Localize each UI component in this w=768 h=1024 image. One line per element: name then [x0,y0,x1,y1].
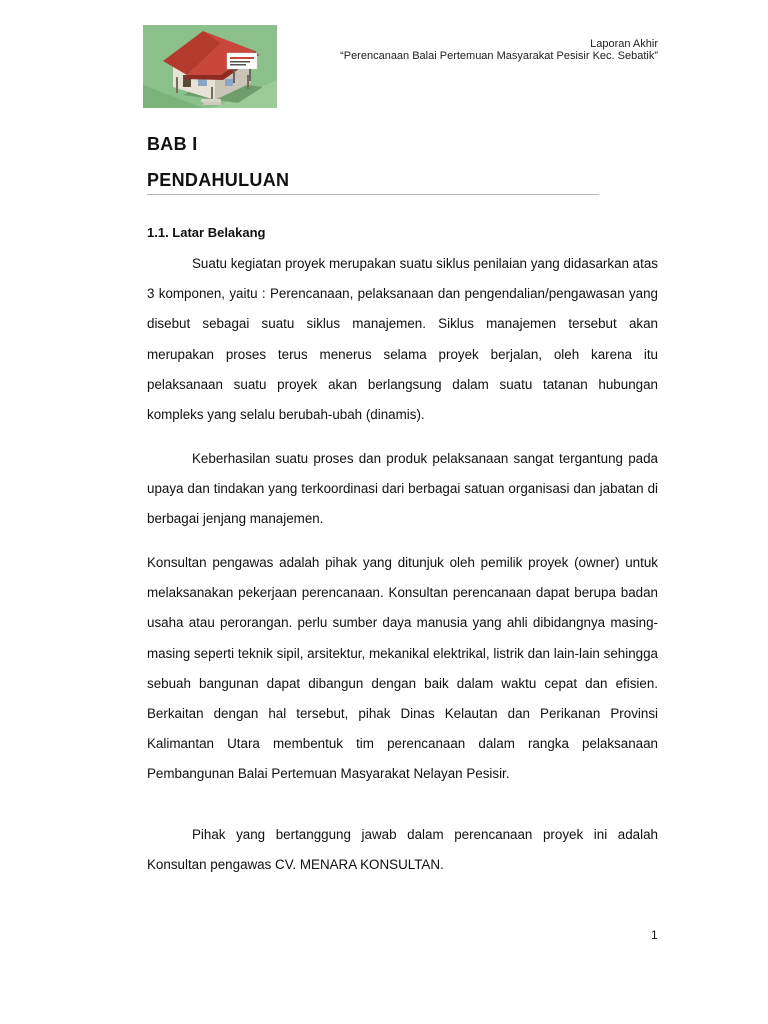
project-title: “Perencanaan Balai Pertemuan Masyarakat Pesisir Kec. Sebatik” [340,50,658,62]
title-divider [147,194,599,195]
paragraph-3: Konsultan pengawas adalah pihak yang ditunjuk oleh pemilik proyek (owner) untuk melaksanakan pekerjaan perencanaan. Konsultan perencanaan dapat berupa badan usaha atau perorangan. perlu sumber daya manusia yang ahli dibidangnya masing-masing seperti teknik sipil, arsitektur, mekanikal elektrikal, listrik dan lain-lain sehingga sebuah bangunan dapat dibangun dengan baik dalam waktu cepat dan efisien. Berkaitan dengan hal tersebut, pihak Dinas Kelautan dan Perikanan Provinsi Kalimantan Utara membentuk tim perencanaan dalam rangka pelaksanaan Pembangunan Balai Pertemuan Masyarakat Nelayan Pesisir. [147,555,658,782]
house-building-icon [143,25,277,108]
chapter-number: BAB I [147,134,198,154]
paragraph-2: Keberhasilan suatu proses dan produk pelaksanaan sangat tergantung pada upaya dan tindakan yang terkoordinasi dari berbagai satuan organisasi dan jabatan di berbagai jenjang manajemen. [147,451,658,527]
chapter-title: PENDAHULUAN [147,170,290,190]
page-number: 1 [651,928,658,942]
running-header [340,38,658,62]
paragraph-1: Suatu kegiatan proyek merupakan suatu siklus penilaian yang didasarkan atas 3 komponen, yaitu : Perencanaan, pelaksanaan dan pengendalian/pengawasan yang disebut sebagai suatu siklus manajemen. Siklus manajemen tersebut akan merupakan proses terus menerus selama proyek berjalan, oleh karena itu pelaksanaan suatu proyek akan berlangsung dalam suatu tatanan hubungan kompleks yang selalu berubah-ubah (dinamis). [147,256,658,423]
paragraph-4: Pihak yang bertanggung jawab dalam perencanaan proyek ini adalah Konsultan pengawas CV. MENARA KONSULTAN. [147,827,658,873]
section-heading: 1.1. Latar Belakang [147,225,266,240]
report-label: Laporan Akhir [590,38,658,50]
